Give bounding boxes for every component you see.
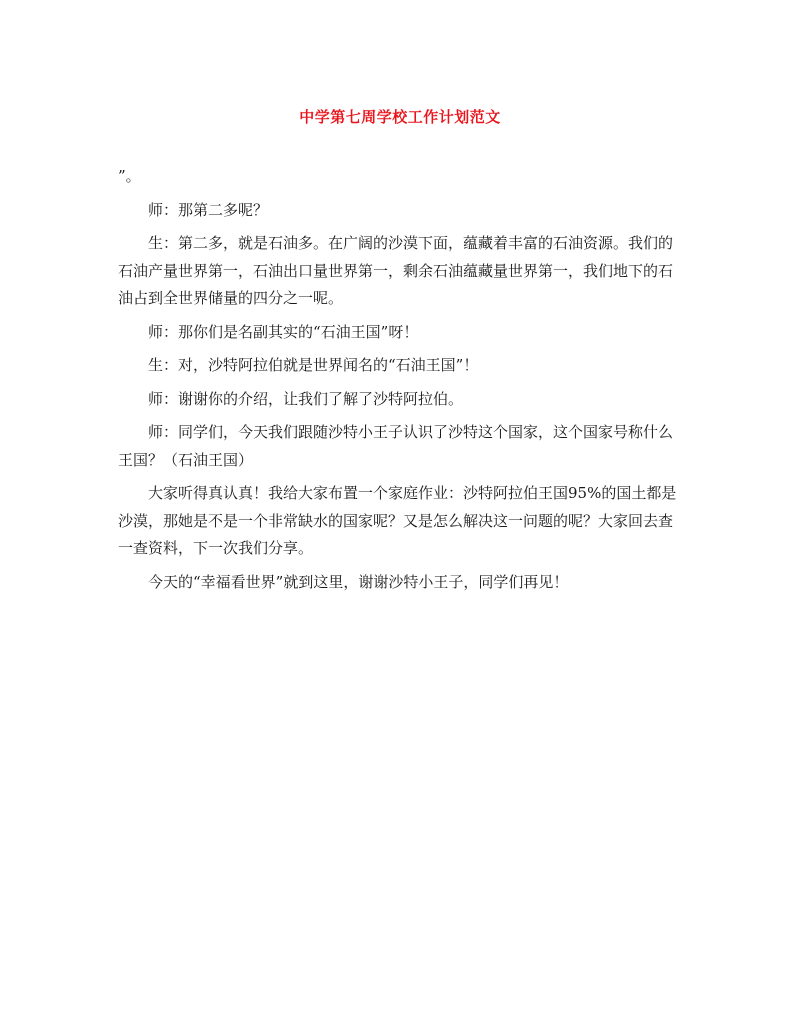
paragraph-homework: 大家听得真认真！我给大家布置一个家庭作业：沙特阿拉伯王国95%的国土都是沙漠，那她是不是一个非常缺水的国家呢？又是怎么解决这一问题的呢？大家回去查一查资料，下一次我们分享。 xyxy=(118,484,677,557)
paragraph-student-confirm: 生：对，沙特阿拉伯就是世界闻名的“石油王国”！ xyxy=(148,356,479,374)
paragraph-teacher-thanks: 师：谢谢你的介绍，让我们了解了沙特阿拉伯。 xyxy=(148,389,464,408)
paragraph-student-oil: 生：第二多，就是石油多。在广阔的沙漠下面，蕴藏着丰富的石油资源。我们的石油产量世界第一，石油出口量世界第一，剩余石油蕴藏量世界第一，我们地下的石油占到全世界储量的四分之一呢。 xyxy=(118,234,674,307)
paragraph-teacher-summary: 师：同学们，今天我们跟随沙特小王子认识了沙特这个国家，这个国家号称什么王国？（石油王国） xyxy=(118,423,674,469)
paragraph-teacher-oil-kingdom: 师：那你们是名副其实的“石油王国”呀！ xyxy=(148,322,419,341)
paragraph-closing-quote: ”。 xyxy=(118,167,141,185)
paragraph-teacher-question: 师：那第二多呢？ xyxy=(148,200,269,219)
document-title: 中学第七周学校工作计划范文 xyxy=(299,108,501,126)
document-body xyxy=(118,163,684,602)
paragraph-farewell: 今天的“幸福看世界”就到这里，谢谢沙特小王子，同学们再见！ xyxy=(148,572,569,591)
